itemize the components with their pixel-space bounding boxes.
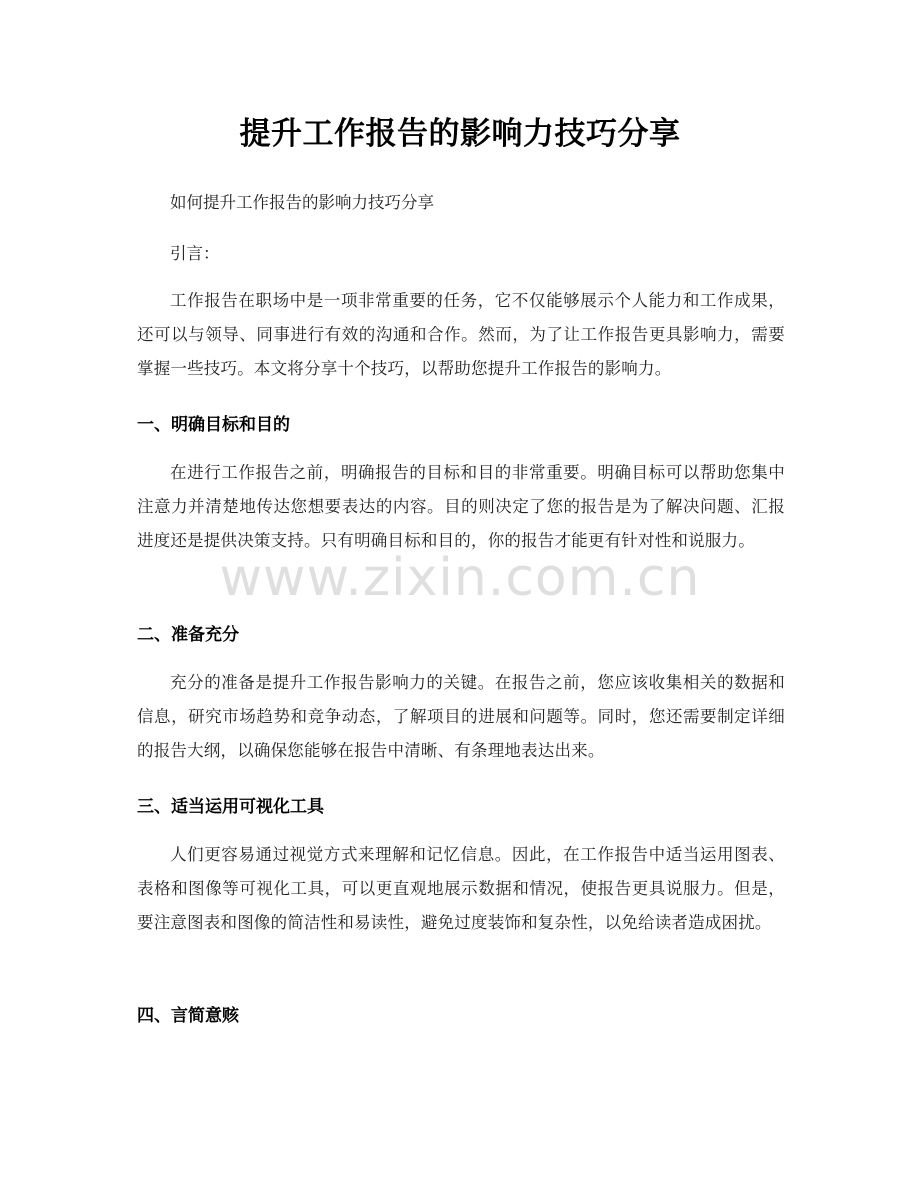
- section-3-paragraph: 人们更容易通过视觉方式来理解和记忆信息。因此，在工作报告中适当运用图表、表格和图像等可视化工具，可以更直观地展示数据和情况，使报告更具说服力。但是，要注意图表和图像的简洁性和易读性，避免过度装饰和复杂性，以免给读者造成困扰。: [137, 845, 785, 932]
- section-3-heading: 三、适当运用可视化工具: [137, 797, 324, 817]
- section-1-heading: 一、明确目标和目的: [137, 415, 290, 435]
- section-1-paragraph: 在进行工作报告之前，明确报告的目标和目的非常重要。明确目标可以帮助您集中注意力并清楚地传达您想要表达的内容。目的则决定了您的报告是为了解决问题、汇报进度还是提供决策支持。只有明确目标和目的，你的报告才能更有针对性和说服力。: [137, 463, 785, 550]
- section-1-block: [137, 456, 785, 558]
- subtitle-line: 如何提升工作报告的影响力技巧分享: [170, 193, 434, 212]
- document-title: 提升工作报告的影响力技巧分享: [239, 116, 681, 152]
- watermark: www.zixin.com.cn: [219, 548, 701, 608]
- section-2-heading: 二、准备充分: [137, 625, 239, 645]
- intro-label: 引言：: [170, 244, 220, 263]
- section-2-paragraph: 充分的准备是提升工作报告影响力的关键。在报告之前，您应该收集相关的数据和信息，研究市场趋势和竞争动态，了解项目的进展和问题等。同时，您还需要制定详细的报告大纲，以确保您能够在报告中清晰、有条理地表达出来。: [137, 673, 785, 760]
- intro-paragraph: 工作报告在职场中是一项非常重要的任务，它不仅能够展示个人能力和工作成果，还可以与领导、同事进行有效的沟通和合作。然而，为了让工作报告更具影响力，需要掌握一些技巧。本文将分享十个技巧，以帮助您提升工作报告的影响力。: [137, 291, 785, 378]
- section-2-block: [137, 666, 785, 768]
- intro-block: [137, 284, 785, 386]
- section-3-block: [137, 838, 785, 940]
- section-4-heading: 四、言简意赅: [137, 1006, 239, 1026]
